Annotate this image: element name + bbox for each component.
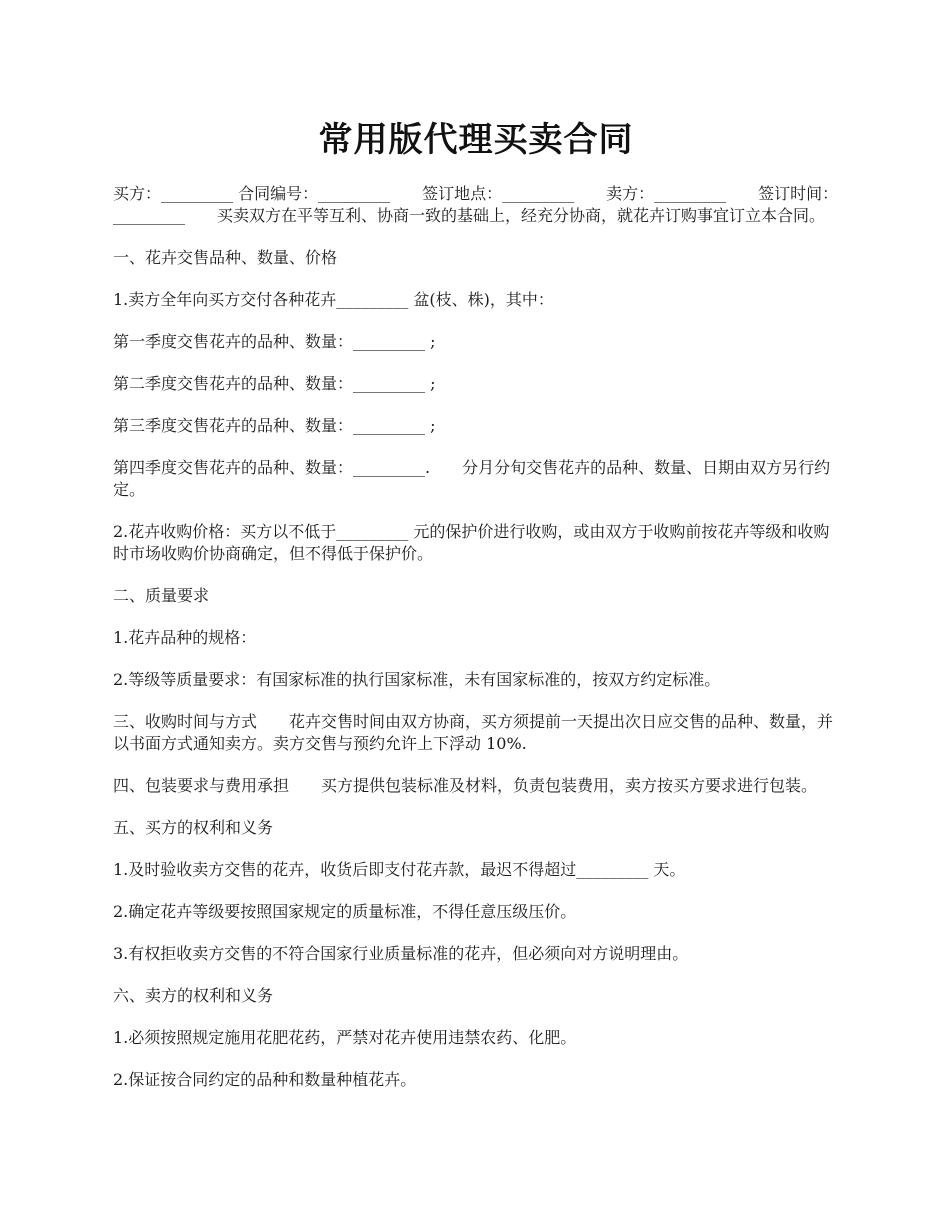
document-page xyxy=(113,112,839,1111)
section-heading-6: 六、卖方的权利和义务 xyxy=(113,986,274,1005)
clause-paragraph: 第一季度交售花卉的品种、数量：_________ ; xyxy=(113,332,436,351)
clause-paragraph: 1.花卉品种的规格： xyxy=(113,628,257,647)
section-heading-3: 三、收购时间与方式 花卉交售时间由双方协商，买方须提前一天提出次日应交售的品种、数量，并以书面方式通知卖方。卖方交售与预约允许上下浮动 10%. xyxy=(113,712,834,753)
section-heading-4: 四、包装要求与费用承担 买方提供包装标准及材料，负责包装费用，卖方按买方要求进行包装。 xyxy=(113,776,818,795)
clause-paragraph: 1.卖方全年向买方交付各种花卉_________ 盆(枝、株)，其中： xyxy=(113,290,554,309)
clause-paragraph: 第二季度交售花卉的品种、数量：_________ ; xyxy=(113,374,436,393)
clause-paragraph: 2.等级等质量要求：有国家标准的执行国家标准，未有国家标准的，按双方约定标准。 xyxy=(113,670,721,689)
contract-header-paragraph: 买方：_________ 合同编号：_________ 签订地点：_________ 卖方：_________ 签订时间：_________ 买卖双方在平等互利、协商一致的基础上，经充分协商，就花卉订购事宜订立本合同。 xyxy=(113,184,839,225)
clause-paragraph: 2.保证按合同约定的品种和数量种植花卉。 xyxy=(113,1070,417,1089)
clause-paragraph: 2.确定花卉等级要按照国家规定的质量标准，不得任意压级压价。 xyxy=(113,902,577,921)
document-title: 常用版代理买卖合同 xyxy=(318,120,634,160)
clause-paragraph: 1.及时验收卖方交售的花卉，收货后即支付花卉款，最迟不得超过_________ 天。 xyxy=(113,860,686,879)
section-heading-5: 五、买方的权利和义务 xyxy=(113,818,274,837)
clause-paragraph: 1.必须按照规定施用花肥花药，严禁对花卉使用违禁农药、化肥。 xyxy=(113,1028,577,1047)
section-heading-2: 二、质量要求 xyxy=(113,586,210,605)
clause-paragraph: 3.有权拒收卖方交售的不符合国家行业质量标准的花卉，但必须向对方说明理由。 xyxy=(113,944,689,963)
section-heading-1: 一、花卉交售品种、数量、价格 xyxy=(113,248,338,267)
clause-paragraph: 第四季度交售花卉的品种、数量：_________. 分月分旬交售花卉的品种、数量、日期由双方另行约定。 xyxy=(113,458,831,499)
clause-paragraph: 第三季度交售花卉的品种、数量：_________ ; xyxy=(113,416,436,435)
clause-paragraph: 2.花卉收购价格：买方以不低于_________ 元的保护价进行收购，或由双方于收购前按花卉等级和收购时市场收购价协商确定，但不得低于保护价。 xyxy=(113,522,830,563)
